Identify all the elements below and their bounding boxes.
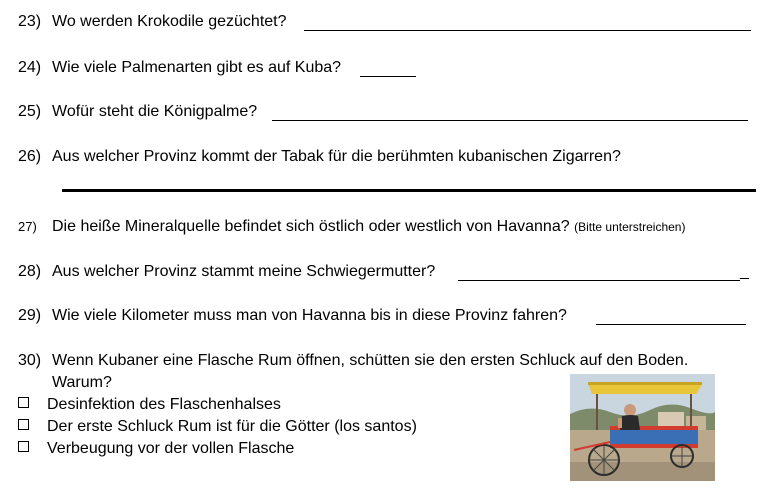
question-number: 27): [18, 219, 37, 234]
answer-line-25[interactable]: [272, 120, 748, 121]
question-23: [18, 12, 287, 32]
answer-line-23[interactable]: [304, 30, 751, 31]
question-text: Wie viele Palmenarten gibt es auf Kuba?: [52, 59, 342, 76]
answer-line-28[interactable]: [458, 280, 740, 281]
answer-line-28-end: _: [740, 263, 749, 280]
answer-line-29[interactable]: [596, 324, 746, 325]
option-label: Verbeugung vor der vollen Flasche: [47, 440, 295, 457]
question-27: [18, 217, 685, 237]
question-text: Wofür steht die Königpalme?: [52, 103, 258, 120]
question-text: Wo werden Krokodile gezüchtet?: [52, 13, 287, 30]
question-25: [18, 102, 257, 122]
question-text: Aus welcher Provinz stammt meine Schwiegermutter?: [52, 263, 436, 280]
option-label: Desinfektion des Flaschenhalses: [47, 396, 281, 413]
checkbox[interactable]: [18, 419, 29, 430]
question-30: [18, 351, 688, 371]
option-label: Der erste Schluck Rum ist für die Götter (los santos): [47, 418, 417, 435]
question-number: 30): [18, 352, 42, 369]
question-number: 23): [18, 13, 42, 30]
question-number: 29): [18, 307, 42, 324]
question-text: Wie viele Kilometer muss man von Havanna bis in diese Provinz fahren?: [52, 307, 567, 324]
question-26: [18, 147, 621, 167]
question-28: [18, 262, 435, 282]
question-text: Die heiße Mineralquelle befindet sich östlich oder westlich von Havanna?: [52, 218, 570, 235]
question-text: Aus welcher Provinz kommt der Tabak für die berühmten kubanischen Zigarren?: [52, 148, 621, 165]
checkbox[interactable]: [18, 441, 29, 452]
question-text: Wenn Kubaner eine Flasche Rum öffnen, schütten sie den ersten Schluck auf den Boden.: [52, 352, 689, 369]
answer-line-26[interactable]: [62, 189, 756, 192]
question-number: 28): [18, 263, 42, 280]
question-number: 26): [18, 148, 42, 165]
option-item: [18, 417, 417, 437]
option-item: [18, 395, 281, 415]
answer-line-24[interactable]: [360, 76, 416, 77]
question-24: [18, 58, 341, 78]
question-29: [18, 306, 567, 326]
checkbox[interactable]: [18, 397, 29, 408]
option-item: [18, 439, 294, 459]
question-number: 24): [18, 59, 42, 76]
question-number: 25): [18, 103, 42, 120]
question-30-line2: Warum?: [52, 374, 112, 391]
hint-text: (Bitte unterstreichen): [574, 220, 686, 234]
carriage-photo: [570, 374, 715, 481]
